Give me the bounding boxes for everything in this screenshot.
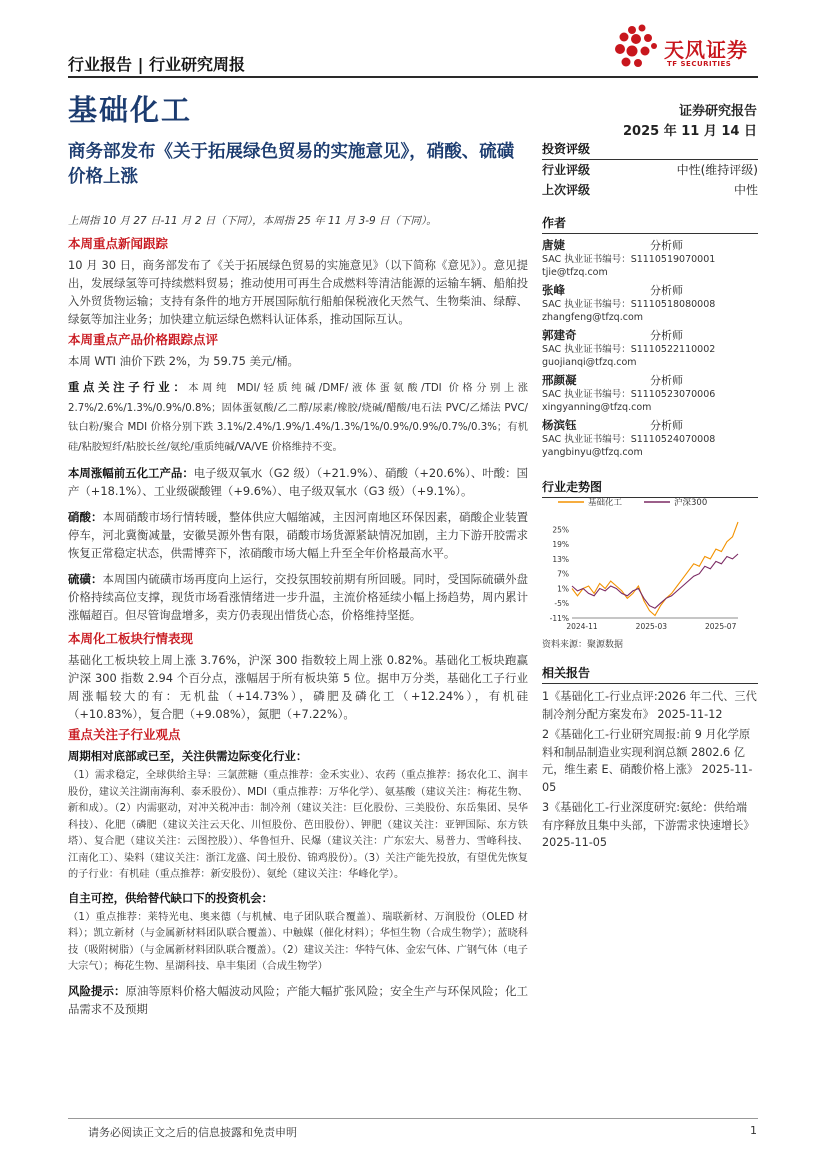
brand-name-cn: 天风证券: [664, 38, 748, 62]
focus-paragraph: [68, 378, 528, 456]
analyst-cert: SAC 执业证书编号：S1110519070001: [542, 254, 716, 265]
top-gainers-text: 电子级双氧水（G2 级）（+21.9%）、硝酸（+20.6%）、叶酸：国产（+18.1%）、工业级碳酸锂（+9.6%）、电子级双氧水（G3 级）（+9.1%）。: [68, 466, 528, 498]
analyst-role: 分析师: [650, 284, 683, 297]
wti-paragraph: 本周 WTI 油价下跌 2%，为 59.75 美元/桶。: [68, 354, 299, 368]
analyst-card: [542, 238, 758, 279]
report-series: 行业报告 | 行业研究周报: [68, 55, 245, 74]
sulfur-paragraph: [68, 570, 528, 624]
analyst-role: 分析师: [650, 374, 683, 387]
rating-row: [542, 160, 758, 180]
rating-label: 行业评级: [542, 163, 591, 177]
market-section-title: 本周化工板块行情表现: [68, 631, 194, 646]
analyst-name: 郭建奇: [542, 328, 577, 342]
nitric-acid-text: 本周硝酸市场行情转暖，整体供应大幅缩减，主因河南地区环保因素，硝酸企业装置停车，河北冀衡减量，安徽昊源外售有限，硝酸市场货源紧缺情况加剧，主力下游开胶需求恢复正常稳定状态，供需博弈下，浓硝酸市场大幅上升至全年价格最高水平。: [68, 510, 528, 560]
analyst-card: [542, 328, 758, 369]
series-line: [572, 554, 738, 608]
period-note: 上周指 10 月 27 日-11 月 2 日（下同），本周指 25 年 11 月 3-9 日（下同）。: [68, 215, 437, 227]
rating-value: 中性(维持评级): [676, 163, 758, 177]
analyst-email[interactable]: tjie@tfzq.com: [542, 267, 608, 278]
y-tick-label: -5%: [554, 599, 569, 609]
authors-panel: [542, 214, 758, 459]
rating-value: 中性: [733, 183, 758, 197]
analyst-cert: SAC 执业证书编号：S1110523070006: [542, 389, 716, 400]
report-type: 证券研究报告: [678, 104, 757, 119]
brand-name-en: TF SECURITIES: [667, 60, 732, 68]
x-tick-label: 2025-03: [635, 622, 668, 631]
related-list: [542, 688, 758, 852]
analyst-email[interactable]: guojianqi@tfzq.com: [542, 357, 637, 368]
series-line: [572, 522, 738, 616]
y-tick-label: 13%: [552, 554, 569, 564]
sulfur-label: 硫磺：: [68, 572, 103, 586]
y-tick-label: 19%: [552, 540, 569, 550]
related-panel: [542, 664, 758, 855]
news-paragraph: 10 月 30 日，商务部发布了《关于拓展绿色贸易的实施意见》（以下简称《意见》）。意见提出，发展绿氢等可持续燃料贸易；推动使用可再生合成燃料等清洁能源的运输车辆、船舶投入外贸货物运输；支持有条件的地方开展国际航行船舶保税液化天然气、生物柴油、绿醇、绿氨等加注业务；加快建立航运绿色燃料认证体系，推动国际互认。: [68, 258, 528, 326]
views-subtitle-autonomy: 自主可控，供给替代缺口下的投资机会：: [68, 890, 274, 905]
industry-trend-chart: [542, 494, 758, 636]
main-content: [68, 212, 528, 1018]
analyst-card: [542, 418, 758, 459]
analyst-card: [542, 283, 758, 324]
analyst-cert: SAC 执业证书编号：S1110524070008: [542, 434, 716, 445]
risk-paragraph: [68, 982, 528, 1018]
y-tick-label: -11%: [549, 614, 569, 623]
related-section-title: 相关报告: [542, 664, 758, 684]
focus-label: 重点关注子行业：: [68, 380, 189, 394]
chart-source: 资料来源：聚源数据: [542, 640, 624, 650]
footer-divider: [68, 1118, 758, 1119]
page-number: 1: [750, 1124, 757, 1137]
report-date: 2025 年 11 月 14 日: [623, 124, 757, 139]
disclaimer-text: 请务必阅读正文之后的信息披露和免责申明: [88, 1126, 297, 1139]
top-gainers-paragraph: [68, 464, 528, 500]
analyst-email[interactable]: xingyanning@tfzq.com: [542, 402, 652, 413]
y-tick-label: 25%: [552, 525, 569, 535]
authors-section-title: 作者: [542, 214, 758, 234]
analyst-role: 分析师: [650, 239, 683, 252]
y-tick-label: 1%: [557, 584, 569, 594]
nitric-acid-paragraph: [68, 508, 528, 562]
views-section-title: 重点关注子行业观点: [68, 727, 181, 742]
related-report-link[interactable]: 2《基础化工-行业研究周报:前 9 月化学原料和制品制造业实现利润总额 2802.6 亿元，维生素 E、硝酸价格上涨》 2025-11-05: [542, 728, 753, 794]
analyst-email[interactable]: zhangfeng@tfzq.com: [542, 312, 644, 323]
risk-label: 风险提示：: [68, 983, 126, 998]
rating-section-title: 投资评级: [542, 140, 758, 160]
trend-section-title: 行业走势图: [542, 478, 758, 498]
logo-dots-icon: [615, 25, 657, 68]
rating-panel: [542, 140, 758, 200]
analyst-name: 唐婕: [542, 238, 565, 252]
analyst-card: [542, 373, 758, 414]
views-paragraph-autonomy: （1）重点推荐：莱特光电、奥来德（与机械、电子团队联合覆盖）、瑞联新材、万润股份（OLED 材料）；凯立新材（与金属新材料团队联合覆盖）、中触媒（催化材料）；华恒生物（合成生物学）；蓝晓科技（吸附树脂）（与金属新材料团队联合覆盖）。（2）建议关注：华特气体、金宏气体、广钢气体（电子大宗气）；梅花生物、星湖科技、阜丰集团（合成生物学）: [68, 911, 528, 972]
analyst-email[interactable]: yangbinyu@tfzq.com: [542, 447, 643, 458]
legend-label: 沪深300: [674, 498, 708, 508]
top-gainers-label: 本周涨幅前五化工产品：: [68, 466, 194, 480]
rating-row: [542, 180, 758, 200]
analyst-cert: SAC 执业证书编号：S1110518080008: [542, 299, 716, 310]
report-title: 商务部发布《关于拓展绿色贸易的实施意见》，硝酸、硫磺价格上涨: [68, 142, 515, 187]
industry-title: 基础化工: [68, 93, 193, 127]
x-tick-label: 2025-07: [705, 622, 737, 631]
risk-text: 原油等原料价格大幅波动风险；产能大幅扩张风险；安全生产与环保风险；化工品需求不及预期: [68, 983, 528, 1016]
related-report-link[interactable]: 1《基础化工-行业点评:2026 年二代、三代制冷剂分配方案发布》 2025-11-12: [542, 690, 757, 721]
y-tick-label: 7%: [557, 569, 569, 579]
legend-label: 基础化工: [588, 498, 623, 508]
related-report-link[interactable]: 3《基础化工-行业深度研究:氨纶：供给端有序释放且集中头部，下游需求快速增长》 2025-11-05: [542, 801, 755, 849]
price-section-title: 本周重点产品价格跟踪点评: [68, 332, 219, 347]
header-divider: [68, 76, 758, 78]
market-paragraph: 基础化工板块较上周上涨 3.76%，沪深 300 指数较上周上涨 0.82%。基础化工板块跑赢沪深 300 指数 2.94 个百分点，涨幅居于所有板块第 5 位。据申万分类，基础化工子行业周涨幅较大的有：无机盐（+14.73%），磷肥及磷化工（+12.24%），有机硅（+10.83%），复合肥（+9.08%），氮肥（+7.22%）。: [68, 653, 528, 721]
analyst-role: 分析师: [650, 419, 683, 432]
views-subtitle-cycle: 周期相对底部或已至，关注供需边际变化行业：: [68, 749, 308, 763]
analyst-name: 张峰: [542, 283, 565, 297]
views-paragraph-cycle: （1）需求稳定，全球供给主导：三氯蔗糖（重点推荐：金禾实业）、农药（重点推荐：扬农化工、润丰股份，建议关注湖南海利、泰禾股份）、MDI（重点推荐：万华化学）、氨基酸（建议关注：梅花生物、新和成）。（2）内需驱动，对冲关税冲击：制冷剂（建议关注：巨化股份、三美股份、东岳集团、昊华科技）、化肥（磷肥（建议关注云天化、川恒股份、芭田股份）、钾肥（建议关注：亚钾国际、东方铁塔）、复合肥（建议关注：云图控股））、华鲁恒升、民爆（建议关注：广东宏大、易普力、雪峰科技、江南化工）、染料（建议关注：浙江龙盛、闰土股份、锦鸡股份）。（3）关注产能先投放，有望优先恢复的子行业：有机硅（重点推荐：新安股份）、氨纶（建议关注：华峰化学）。: [68, 770, 528, 880]
x-tick-label: 2024-11: [566, 622, 598, 631]
analyst-name: 杨滨钰: [542, 418, 577, 432]
sulfur-text: 本周国内硫磺市场再度向上运行，交投氛围较前期有所回暖。同时，受国际硫磺外盘价格持续高位支撑，现货市场看涨情绪进一步升温，主流价格延续小幅上扬趋势，周内累计涨幅超百。但尽管询盘增多，卖方仍表现出惜货心态，价格维持坚挺。: [68, 572, 528, 622]
nitric-acid-label: 硝酸：: [68, 510, 103, 524]
focus-text: 本周纯 MDI/轻质纯碱/DMF/液体蛋氨酸/TDI 价格分别上涨 2.7%/2.6%/1.3%/0.9%/0.8%；固体蛋氨酸/乙二醇/尿素/橡胶/烧碱/醋酸/电石法 PVC/乙烯法 PVC/钛白粉/聚合 MDI 价格分别下跌 3.1%/2.4%/1.9%/1.4%/1.3%/1%/0.9%/0.9%/0.7%/0.3%；有机硅/粘胶短纤/粘胶长丝/氨纶/重质纯碱/VA/VE 价格维持不变。: [68, 383, 528, 453]
analyst-cert: SAC 执业证书编号：S1110522110002: [542, 344, 716, 355]
rating-label: 上次评级: [542, 183, 591, 197]
news-section-title: 本周重点新闻跟踪: [68, 236, 169, 251]
analyst-name: 邢颜凝: [542, 373, 577, 387]
analyst-role: 分析师: [650, 329, 683, 342]
